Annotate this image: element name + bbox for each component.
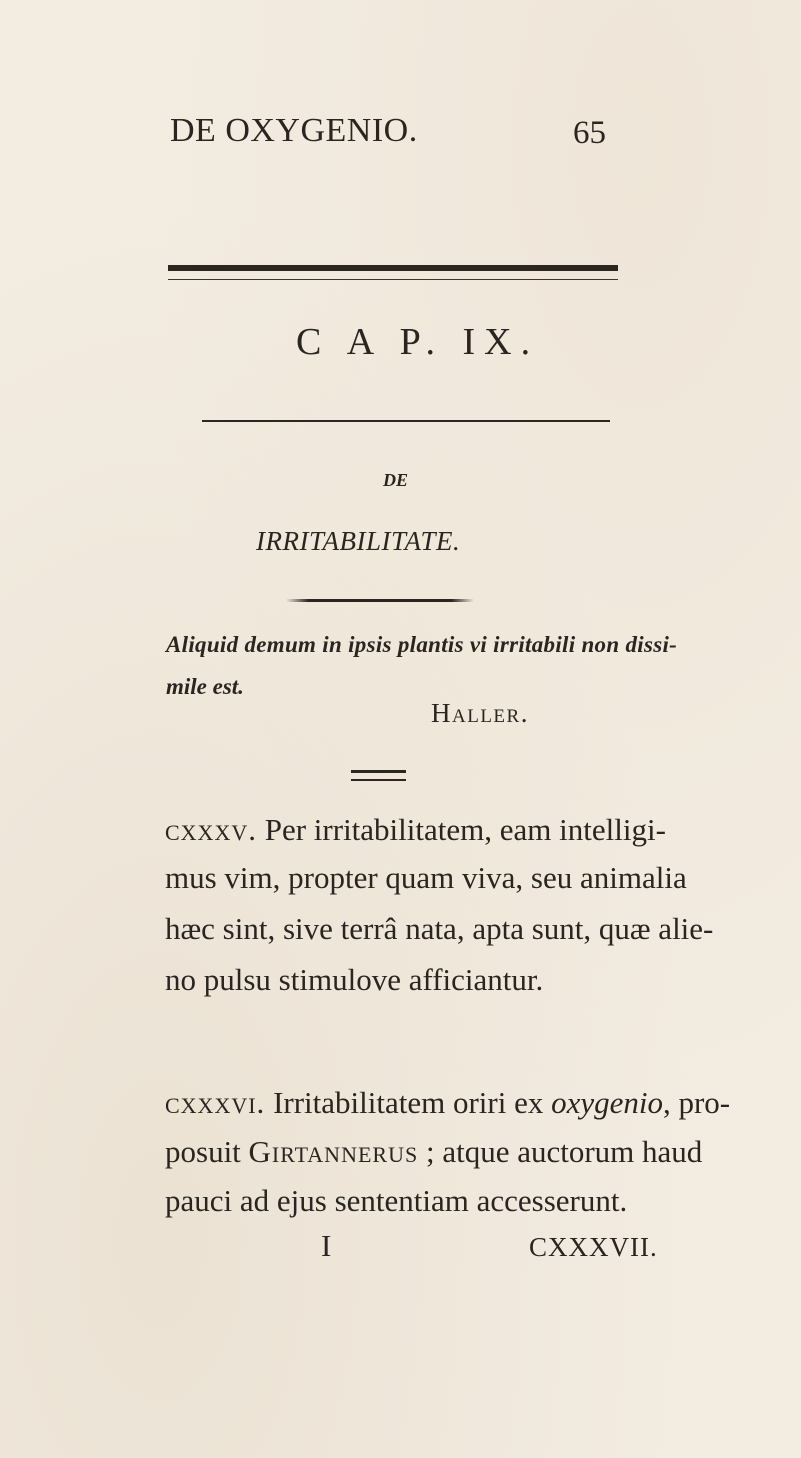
paragraph-line [165,812,666,848]
ornamental-rule [286,599,474,602]
epigraph-line: mile est. [166,674,244,699]
chapter-subject: IRRITABILITATE. [256,526,461,556]
paragraph-text: ; atque auctorum haud [418,1134,703,1169]
chapter-preposition: DE [383,470,409,490]
paragraph-text: Per irritabilitatem, eam intelligi- [256,812,666,847]
paragraph-line: no pulsu stimulove afficiantur. [165,962,544,997]
signature-mark: I [321,1228,332,1263]
paragraph-line: mus vim, propter quam viva, seu animalia [165,860,687,895]
header-rule-thin [168,279,618,280]
paragraph-text: posuit [165,1134,249,1169]
paragraph-number: cxxxvi. [165,1085,266,1120]
paragraph-line [165,1134,702,1170]
paragraph-text: , pro- [662,1085,731,1120]
page-number: 65 [573,115,606,151]
paragraph-number: cxxxv. [165,812,257,847]
catchword: CXXXVII. [529,1232,658,1262]
epigraph-attribution: Haller. [431,698,529,728]
italic-term: oxygenio [551,1085,663,1120]
chapter-heading: C A P. IX. [296,321,540,363]
paragraph-text: Irritabilitatem oriri ex [265,1085,552,1120]
epigraph-line: Aliquid demum in ipsis plantis vi irritabili non dissi- [166,632,678,657]
paragraph-line: pauci ad ejus sententiam accesserunt. [165,1183,628,1218]
section-divider [351,770,406,773]
author-name: Girtannerus [248,1134,419,1169]
running-title: DE OXYGENIO. [170,112,418,149]
section-divider [351,779,406,781]
header-rule-thick [168,265,618,271]
paragraph-line [165,1085,730,1121]
chapter-rule [202,420,610,422]
paragraph-line: hæc sint, sive terrâ nata, apta sunt, quæ alie- [165,911,714,946]
